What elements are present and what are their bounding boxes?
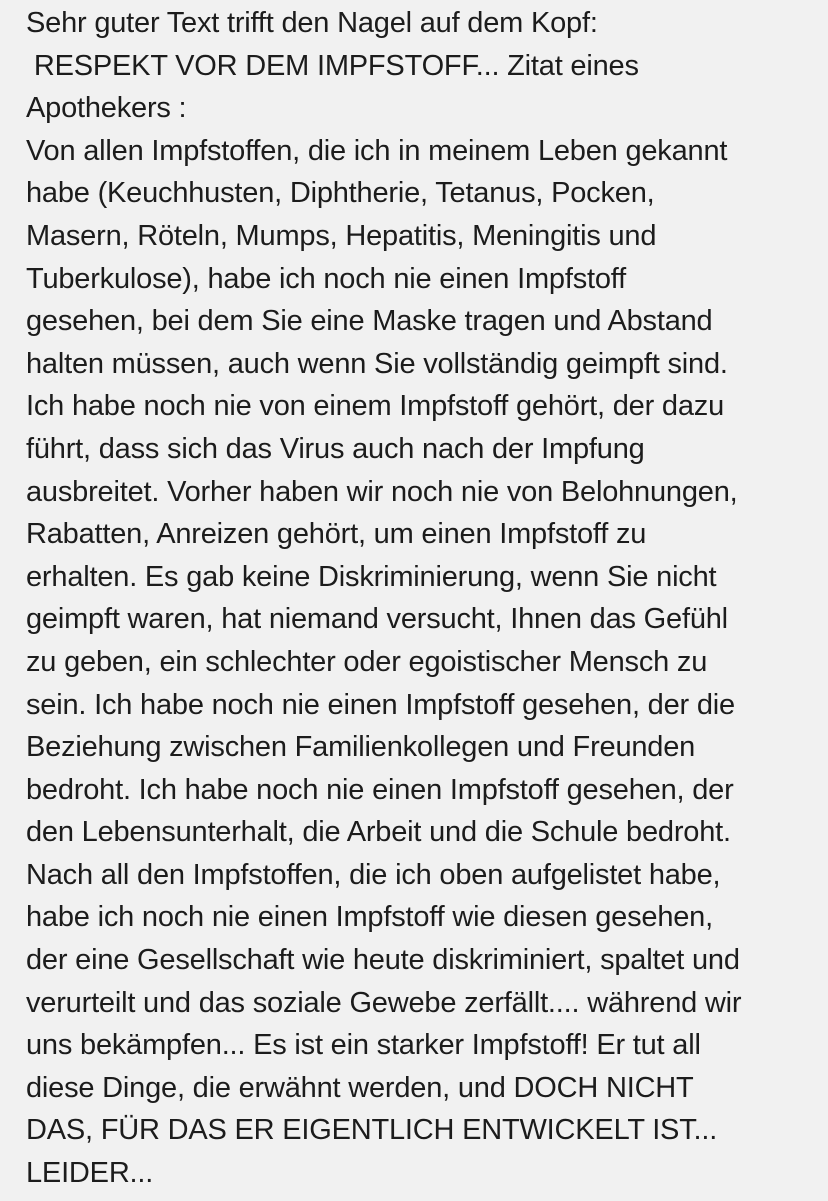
post-line: ausbreitet. Vorher haben wir noch nie von Belohnungen, [26,475,738,508]
post-line: diese Dinge, die erwähnt werden, und DOCH NICHT [26,1071,694,1104]
post-line: Nach all den Impfstoffen, die ich oben aufgelistet habe, [26,858,721,891]
post-line: zu geben, ein schlechter oder egoistischer Mensch zu [26,645,708,678]
post-line: Apothekers : [26,92,187,125]
post-line: Rabatten, Anreizen gehört, um einen Impfstoff zu [26,518,647,551]
post-line: DAS, FÜR DAS ER EIGENTLICH ENTWICKELT IST... [26,1114,718,1147]
post-line: RESPEKT VOR DEM IMPFSTOFF... Zitat eines [26,49,639,82]
post-line: der eine Gesellschaft wie heute diskriminiert, spaltet und [26,944,740,977]
post-line: uns bekämpfen... Es ist ein starker Impfstoff! Er tut all [26,1029,701,1062]
post-line: habe (Keuchhusten, Diphtherie, Tetanus, Pocken, [26,177,655,210]
post-line: LEIDER... [26,1157,154,1190]
post-line: Tuberkulose), habe ich noch nie einen Impfstoff [26,262,626,295]
post-line: erhalten. Es gab keine Diskriminierung, wenn Sie nicht [26,560,717,593]
post-line: halten müssen, auch wenn Sie vollständig geimpft sind. [26,347,728,380]
post-line: Masern, Röteln, Mumps, Hepatitis, Meningitis und [26,219,657,252]
post-line: bedroht. Ich habe noch nie einen Impfstoff gesehen, der [26,773,734,806]
post-line: gesehen, bei dem Sie eine Maske tragen und Abstand [26,305,713,338]
post-line: Beziehung zwischen Familienkollegen und Freunden [26,731,696,764]
post-line: verurteilt und das soziale Gewebe zerfällt.... während wir [26,986,742,1019]
post-line: geimpft waren, hat niemand versucht, Ihnen das Gefühl [26,603,728,636]
post-line: habe ich noch nie einen Impfstoff wie diesen gesehen, [26,901,713,934]
post-line: Sehr guter Text trifft den Nagel auf dem Kopf: [26,7,598,39]
post-line: führt, dass sich das Virus auch nach der Impfung [26,432,645,465]
post-line: Von allen Impfstoffen, die ich in meinem Leben gekannt [26,134,728,167]
post-line: den Lebensunterhalt, die Arbeit und die Schule bedroht. [26,816,731,849]
post-line: Ich habe noch nie von einem Impfstoff gehört, der dazu [26,390,725,423]
post-line: sein. Ich habe noch nie einen Impfstoff gesehen, der die [26,688,735,721]
